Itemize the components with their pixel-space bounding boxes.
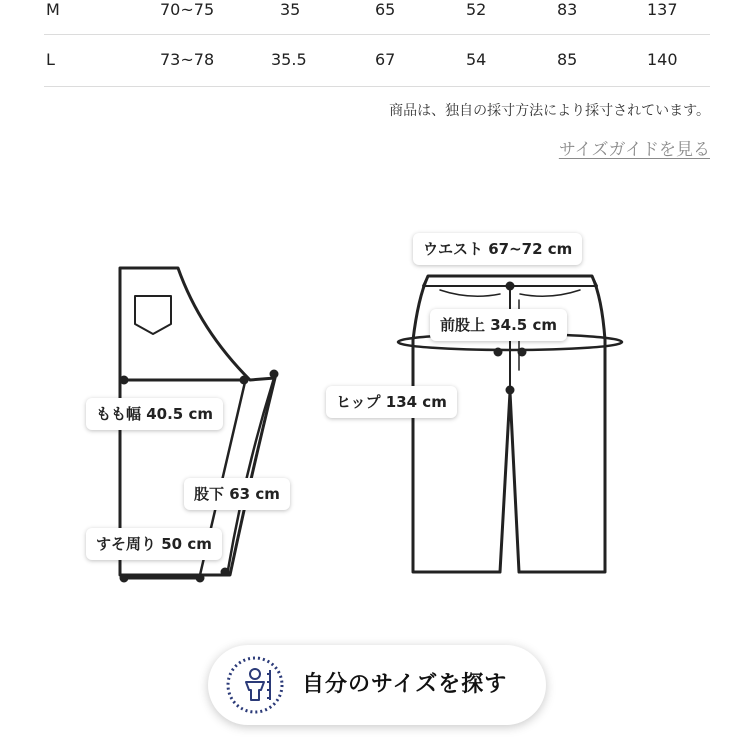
table-cell: 70~75 [160, 0, 215, 19]
hip-point [506, 386, 515, 395]
table-cell: 35 [280, 0, 301, 19]
rise-point-right [518, 348, 527, 357]
hem-end-point [196, 574, 205, 583]
table-cell: 83 [557, 0, 578, 19]
table-cell: 35.5 [271, 50, 307, 69]
rise-point-left [494, 348, 503, 357]
thigh-start-point [120, 376, 129, 385]
person-measure-icon [224, 654, 286, 716]
inseam-label: 股下 63 cm [184, 478, 290, 510]
table-cell: 73~78 [160, 50, 215, 69]
inseam-top-point [270, 370, 279, 379]
hip-label: ヒップ 134 cm [326, 386, 457, 418]
inseam-bottom-point [221, 568, 230, 577]
measurement-note: 商品は、独自の採寸方法により採寸されています。 [389, 103, 710, 119]
size-label: M [46, 0, 60, 19]
waist-point [506, 282, 515, 291]
size-guide-link[interactable]: サイズガイドを見る [558, 140, 710, 160]
front-rise-label: 前股上 34.5 cm [430, 309, 567, 341]
hem-width-label: すそ周り 50 cm [86, 528, 222, 560]
table-cell: 52 [466, 0, 487, 19]
table-cell: 140 [647, 50, 678, 69]
table-cell: 54 [466, 50, 487, 69]
size-label: L [46, 50, 55, 69]
table-cell: 85 [557, 50, 578, 69]
table-cell: 137 [647, 0, 678, 19]
find-my-size-label: 自分のサイズを探す [302, 672, 508, 697]
find-my-size-button[interactable] [208, 645, 546, 725]
table-cell: 67 [375, 50, 396, 69]
waist-label: ウエスト 67~72 cm [413, 233, 582, 265]
thigh-width-label: もも幅 40.5 cm [86, 398, 223, 430]
table-cell: 65 [375, 0, 396, 19]
thigh-end-point [240, 376, 249, 385]
hem-start-point [120, 574, 129, 583]
